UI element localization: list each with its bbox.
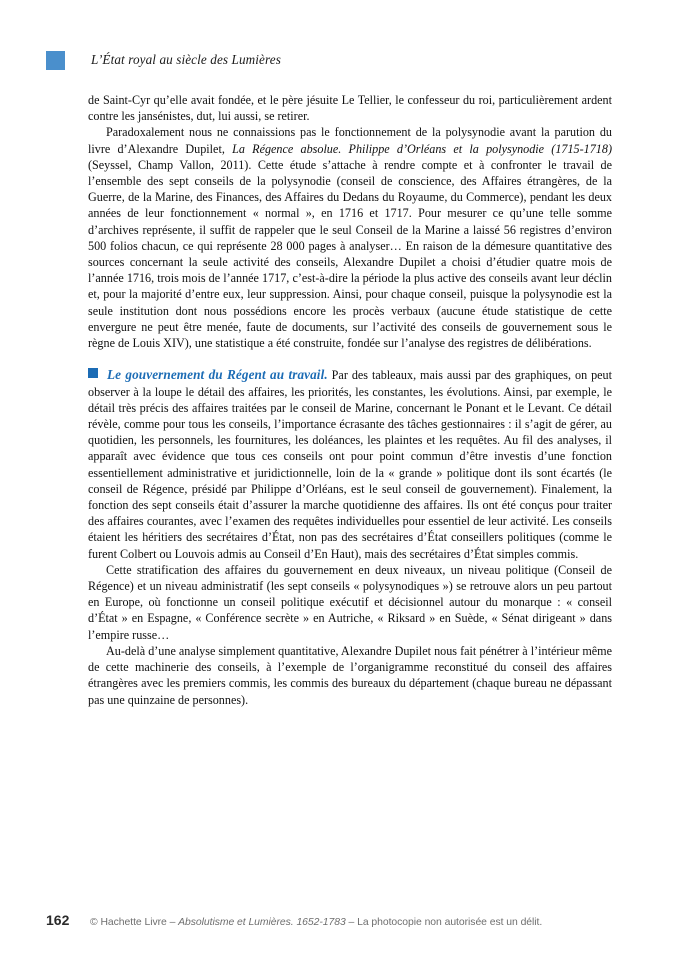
book-title-italic: La Régence absolue. Philippe d’Orléans et la polysynodie (1715-1718): [232, 141, 612, 156]
blue-square-icon: [88, 368, 98, 378]
text-run: Paradoxalement nous ne connaissions pas le fonctionnement de la polysynodie avant la parution du livre d’Alexandre Dupilet,: [88, 125, 612, 156]
paragraph: [88, 92, 612, 124]
page-footer: [46, 912, 646, 928]
text-run: Cette stratification des affaires du gouvernement en deux niveaux, un niveau politique (Conseil de Régence) et un niveau administratif (les sept conseils « polysynodiques ») se retrouve alors un peu partout en Europe, où fonctionne un conseil politique exécutif et décisionnel autour du monarque : « conseil d’État » en Espagne, « Conférence secrète » en Autriche, « Riksard » en Suède, « Sénat dirigeant » dans l’empire russe…: [88, 562, 612, 642]
section-paragraph: [88, 367, 612, 561]
section: [88, 367, 612, 707]
copyright-prefix: © Hachette Livre –: [90, 917, 179, 928]
blue-square-icon: [46, 51, 65, 70]
paragraph: [88, 124, 612, 351]
text-run: (Seyssel, Champ Vallon, 2011). Cette étude s’attache à rendre compte et à confronter le travail de l’ensemble des sept conseils de la polysynodie (conseil de conscience, des Affaires étrangères, de la Guerre, de la Marine, des Finances, des Affaires du Dedans du Royaume, du Commerce), pendant les deux années de leur fonctionnement « normal », en 1716 et 1717. Pour mesurer ce qu’une telle somme d’archives représente, il suffit de rappeler que le seul Conseil de la Marine a laissé 56 registres d’environ 500 folios chacun, ce qui représente 28 000 pages à analyser… En raison de la démesure quantitative des sources concernant la seule activité des conseils, Alexandre Dupilet a choisi d’étudier quatre mois de l’année 1716, trois mois de l’année 1717, c’est-à-dire la période la plus active des conseils avant leur déclin et, pour la majorité d’entre eux, leur suppression. Ainsi, pour chaque conseil, puisque la polysynodie est la seule institution dont nous possédions encore les procès verbaux (aucune étude statistique de cette envergure ne peut être menée, faute de documents, sur l’activité des conseils de gouvernement sous le règne de Louis XIV), une statistique a été construite, fondée sur l’analyse des registres de délibérations.: [88, 157, 612, 351]
text-run: Au-delà d’une analyse simplement quantitative, Alexandre Dupilet nous fait pénétrer à l’intérieur même de cette machinerie des conseils, à l’exemple de l’organigramme reconstitué du conseil des affaires étrangères avec les premiers commis, les commis des bureaux du département (chaque bureau ne dépassant pas une quinzaine de personnes).: [88, 643, 612, 707]
copyright-title: Absolutisme et Lumières. 1652-1783: [178, 917, 346, 928]
text-run: de Saint-Cyr qu’elle avait fondée, et le père jésuite Le Tellier, le confesseur du roi, particulièrement ardent contre les jansénistes, dut, lui aussi, se retirer.: [88, 93, 612, 124]
copyright-suffix: – La photocopie non autorisée est un délit.: [345, 917, 543, 928]
paragraph: [88, 562, 612, 643]
running-head-title: L’État royal au siècle des Lumières: [91, 52, 281, 67]
text-column: [88, 92, 612, 708]
section-heading: Le gouvernement du Régent au travail.: [107, 367, 328, 383]
copyright-notice: [90, 917, 542, 928]
running-head: [46, 48, 612, 72]
text-run: Par des tableaux, mais aussi par des graphiques, on peut observer à la loupe le détail des affaires, les priorités, les constantes, les évolutions. Ainsi, par exemple, le détail très précis des affaires traitées par le conseil de Marine, concernant le Ponant et le Levant. Ce détail révèle, comme pour tous les conseils, l’importance écrasante des tâches gestionnaires : il s’agit de gérer, au quotidien, les personnels, les fournitures, les doléances, les plaintes et les requêtes. Au fil des analyses, il apparaît avec évidence que tous ces conseils ont pour point commun d’être investis d’une fonction essentiellement administrative et juridictionnelle, loin de la « grande » politique dont ils sont écartés (le conseil de Régence, présidé par Philippe d’Orléans, est le seul conseil de gouvernement). Finalement, la fonction des sept conseils était d’assurer la marche quotidienne des affaires. Ils ont été conçus pour traiter des affaires courantes, avec l’examen des requêtes individuelles pour essentiel de leur activité. Les conseils étaient les héritiers des secrétaires d’État, non pas des secrétaires d’État conseillers politiques (comme le furent Colbert ou Louvois admis au Conseil d’En Haut), mais des secrétaires d’État simples commis.: [88, 368, 612, 561]
page-number: 162: [46, 912, 70, 928]
paragraph: [88, 643, 612, 708]
